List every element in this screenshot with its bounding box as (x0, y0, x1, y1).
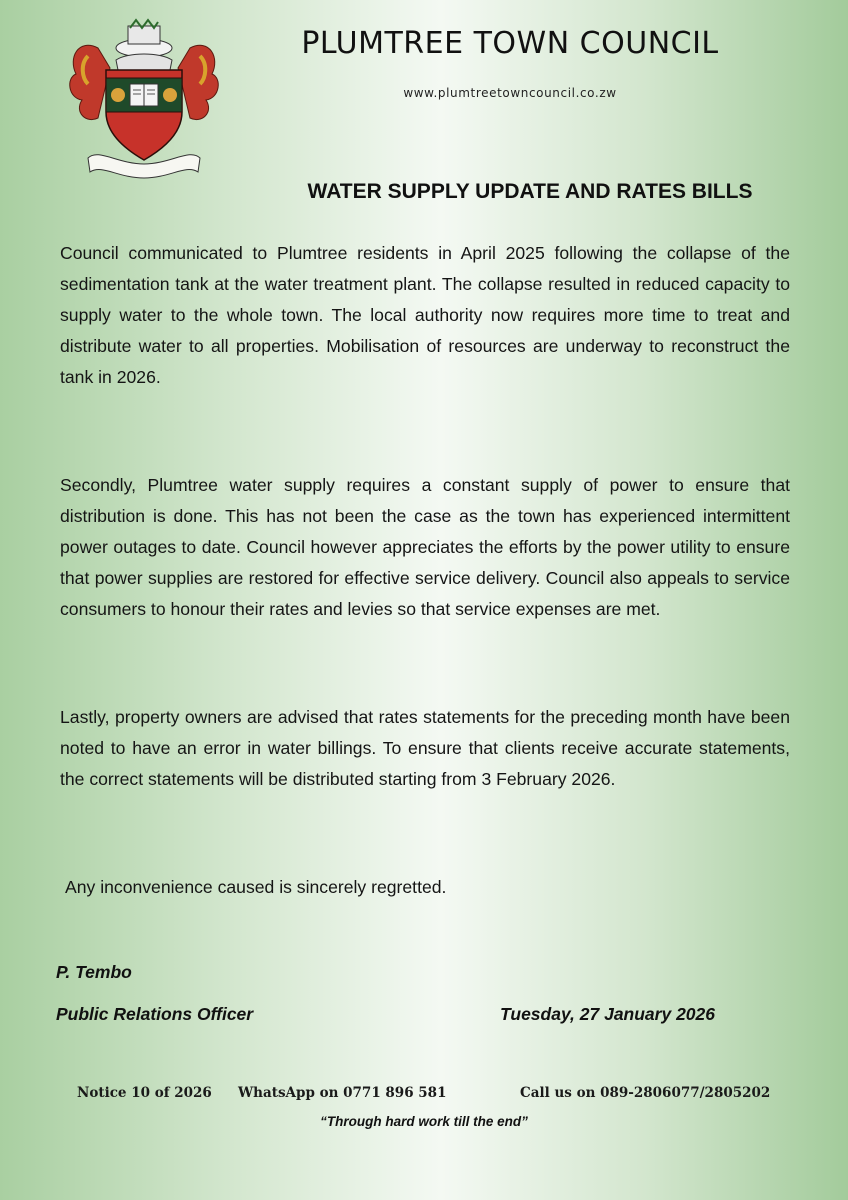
notice-title: WATER SUPPLY UPDATE AND RATES BILLS (307, 180, 753, 203)
paragraph-rates-statements: Lastly, property owners are advised that rates statements for the preceding month have been noted to have an error in water billings. To ensure that clients receive accurate statements, the correct statements will be distributed starting from 3 February 2026. (60, 707, 790, 789)
signatory-role: Public Relations Officer (56, 1004, 254, 1024)
council-crest-logo (58, 8, 230, 180)
whatsapp-contact: WhatsApp on 0771 896 581 (238, 1085, 447, 1101)
org-name: PLUMTREE TOWN COUNCIL (301, 26, 719, 61)
paragraph-apology: Any inconvenience caused is sincerely regretted. (65, 877, 447, 897)
paragraph-water-supply: Council communicated to Plumtree residents in April 2025 following the collapse of the sedimentation tank at the water treatment plant. The collapse resulted in reduced capacity to supply water to the whole town. The local authority now requires more time to treat and distribute water to all properties. Mobilisation of resources are underway to reconstruct the tank in 2026. (60, 243, 790, 387)
notice-date: Tuesday, 27 January 2026 (500, 1004, 715, 1024)
notice-number: Notice 10 of 2026 (77, 1085, 212, 1101)
signatory-name: P. Tembo (56, 962, 132, 982)
council-motto: “Through hard work till the end” (320, 1114, 528, 1129)
phone-contact: Call us on 089-2806077/2805202 (520, 1085, 771, 1101)
paragraph-power-supply: Secondly, Plumtree water supply requires a constant supply of power to ensure that distribution is done. This has not been the case as the town has experienced intermittent power outages to date. Council however appreciates the efforts by the power utility to ensure that power supplies are restored for effective service delivery. Council also appeals to service consumers to honour their rates and levies so that service expenses are met. (60, 475, 790, 619)
website-url: www.plumtreetowncouncil.co.zw (403, 86, 617, 100)
